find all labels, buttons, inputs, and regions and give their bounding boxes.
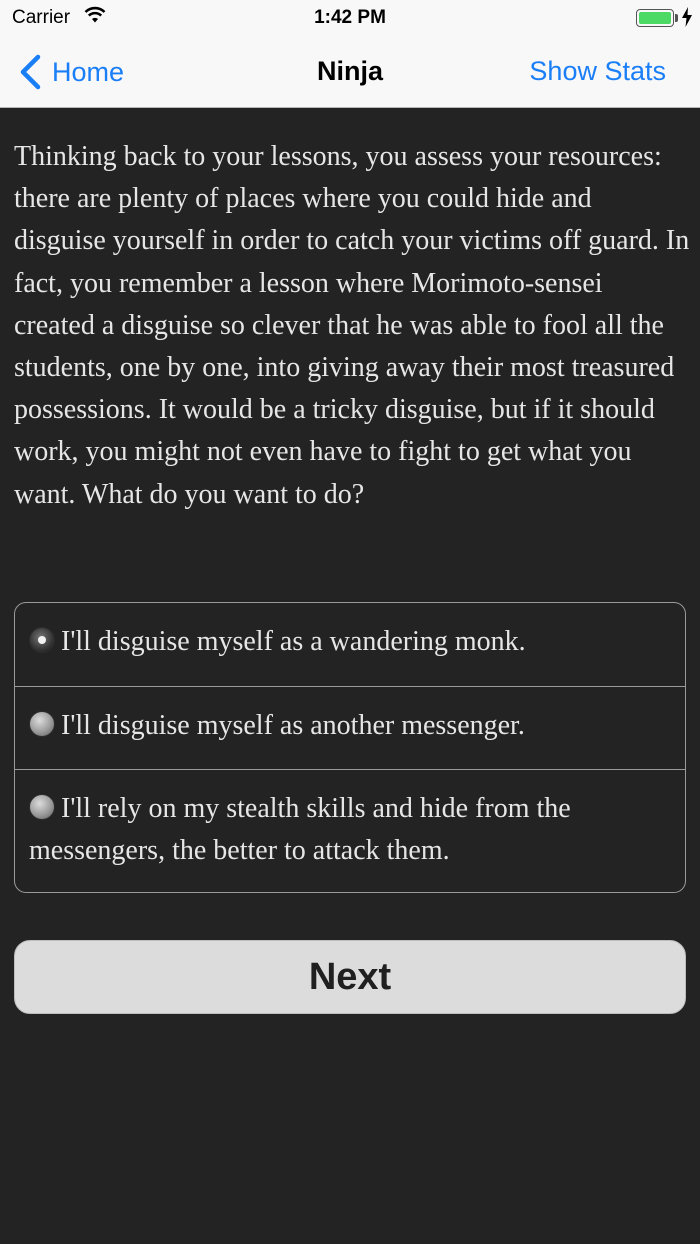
status-bar	[0, 0, 700, 36]
charging-bolt-icon	[682, 7, 692, 27]
next-button[interactable]: Next	[14, 940, 686, 1014]
clock: 1:42 PM	[314, 7, 386, 28]
choice-label: I'll disguise myself as a wandering monk.	[61, 626, 526, 657]
radio-unselected-icon[interactable]	[29, 711, 55, 737]
radio-unselected-icon[interactable]	[29, 794, 55, 820]
navigation-header	[0, 0, 700, 108]
story-text: Thinking back to your lessons, you assess your resources: there are plenty of places where you could hide and disguise yourself in order to catch your victims off guard. In fact, you remember a lesson where Morimoto-sensei created a disguise so clever that he was able to fool all the students, one by one, into giving away their most treasured possessions. It would be a tricky disguise, but if it should work, you might not even have to fight to get what you want. What do you want to do?	[14, 141, 690, 510]
nav-bar	[0, 36, 700, 108]
home-back-button[interactable]	[18, 52, 124, 92]
show-stats-button[interactable]: Show Stats	[529, 56, 666, 86]
choice-label: I'll disguise myself as another messenger.	[61, 710, 525, 741]
battery-cap	[675, 14, 678, 22]
carrier-label: Carrier	[12, 7, 71, 28]
radio-selected-icon[interactable]	[29, 627, 55, 653]
choice-option-messenger[interactable]	[15, 686, 685, 769]
choice-option-stealth[interactable]	[15, 769, 685, 893]
choice-label: I'll rely on my stealth skills and hide from the messengers, the better to attack them.	[29, 793, 571, 866]
back-button-label: Home	[52, 56, 125, 87]
chevron-left-icon	[18, 54, 42, 90]
battery-icon	[636, 9, 674, 27]
choice-list	[14, 602, 686, 893]
page-title: Ninja	[316, 56, 383, 86]
choice-option-monk[interactable]	[15, 603, 685, 686]
